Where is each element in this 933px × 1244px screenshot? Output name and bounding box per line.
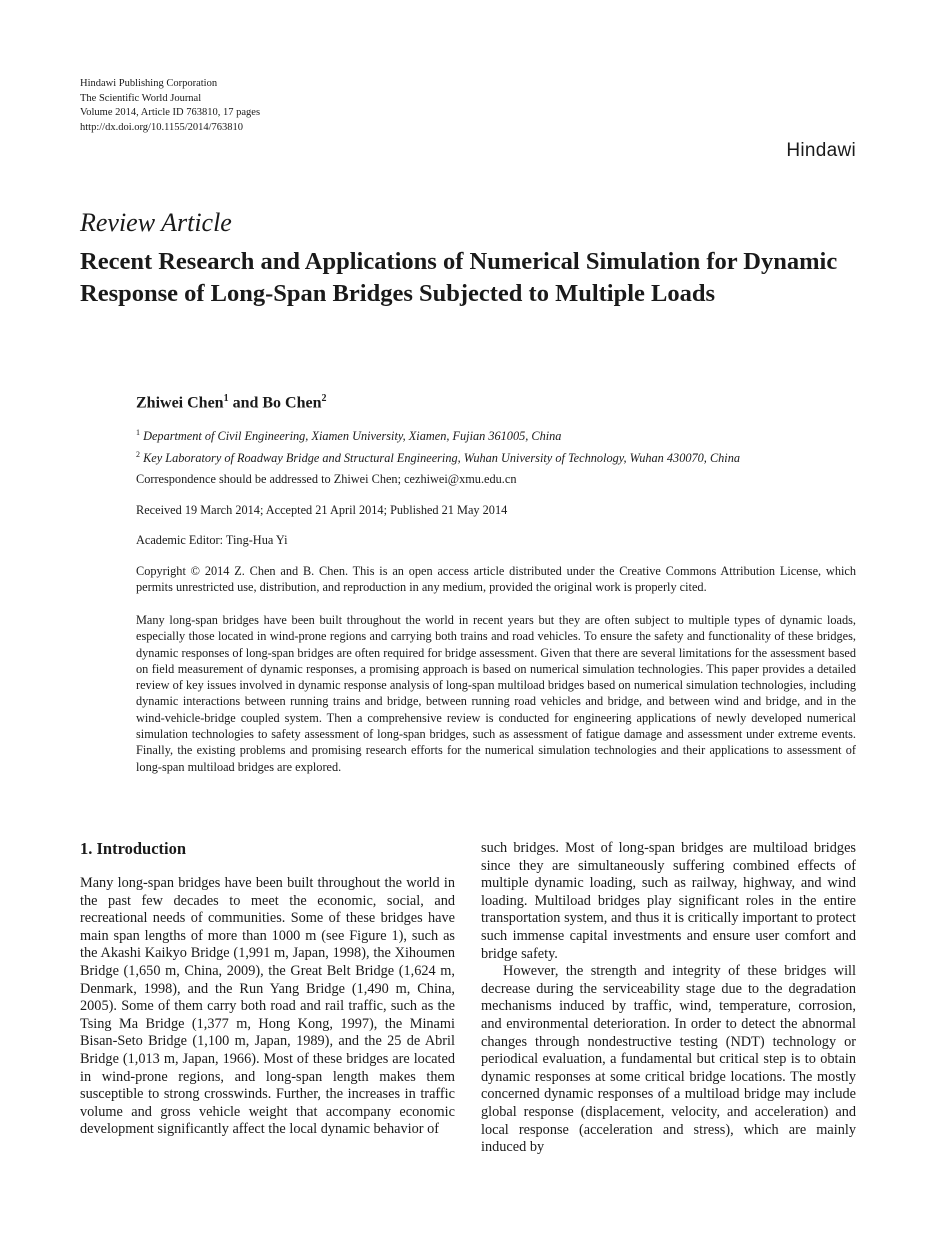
hindawi-logo: Hindawi [786,140,856,161]
doi-link[interactable]: http://dx.doi.org/10.1155/2014/763810 [80,121,244,133]
affiliation-item [136,446,856,468]
correspondence: Correspondence should be addressed to Zhiwei Chen; cezhiwei@xmu.edu.cn [136,472,517,486]
publication-dates: Received 19 March 2014; Accepted 21 April 2014; Published 21 May 2014 [136,503,508,517]
affiliation-text: Department of Civil Engineering, Xiamen University, Xiamen, Fujian 361005, China [143,429,562,444]
section-heading: 1. Introduction [80,839,187,858]
academic-editor: Academic Editor: Ting-Hua Yi [136,533,288,547]
left-column [80,840,455,1139]
affiliation-marker: 2 [136,449,140,459]
article-title: Recent Research and Applications of Numerical Simulation for Dynamic Response of Long-Span Bridges Subjected to Multiple Loads [80,248,838,307]
affiliation-text: Key Laboratory of Roadway Bridge and Structural Engineering, Wuhan University of Technology, Wuhan 430070, China [143,450,741,465]
journal-header [80,77,260,135]
body-paragraph: Many long-span bridges have been built throughout the world in the past few decades to meet the economic, social, and recreational needs of communities. Some of these bridges have main span lengths of more than 1000 m (see Figure 1), such as the Akashi Kaikyo Bridge (1,991 m, Japan, 1998), the Xihoumen Bridge (1,650 m, China, 2009), the Great Belt Bridge (1,624 m, Denmark, 1998), and the Run Yang Bridge (1,490 m, China, 2005). Some of them carry both road and rail traffic, such as the Tsing Ma Bridge (1,377 m, Hong Kong, 1997), the Minami Bisan-Seto Bridge (1,100 m, Japan, 1989), and the 25 de Abril Bridge (1,013 m, Japan, 1966). Most of these bridges are located in wind-prone regions, and long-span length makes them susceptible to strong crosswinds. Further, the increases in traffic volume and gross vehicle weight that accompany economic development significantly affect the local dynamic behavior of [80,875,455,1138]
body-paragraph: such bridges. Most of long-span bridges are multiload bridges since they are simultaneously suffering combined effects of multiple dynamic loading, such as railway, highway, and wind loading. Multiload bridges play significant roles in the entire transportation system, and thus it is critically important to protect such immense capital investments and ensure user comfort and bridge safety. [481,840,856,962]
author-name: Zhiwei Chen [136,394,224,412]
journal-name: The Scientific World Journal [80,92,202,104]
article-type: Review Article [80,208,232,237]
volume-info: Volume 2014, Article ID 763810, 17 pages [80,107,261,118]
author-conjunction: and [228,394,263,412]
affiliation-marker: 2 [321,393,327,404]
affiliation-marker: 1 [136,428,140,437]
body-paragraph: However, the strength and integrity of these bridges will decrease during the serviceability stage due to the degradation mechanisms induced by traffic, wind, temperature, corrosion, and environmental deterioration. In order to detect the abnormal changes through nondestructive testing (NDT) technology or periodical evaluation, a fundamental but critical step is to obtain dynamic responses at some critical bridge locations. The mostly concerned dynamic responses of a multiload bridge may include global response (displacement, velocity, and acceleration) and local response (acceleration and stress), which are mainly induced by [481,963,856,1156]
author-name: Bo Chen [262,394,322,412]
copyright-notice: Copyright © 2014 Z. Chen and B. Chen. This is an open access article distributed under the Creative Commons Attribution License, which permits unrestricted use, distribution, and reproduction in any medium, provided the original work is properly cited. [136,564,856,595]
affiliations [136,424,856,467]
affiliation-marker: 1 [223,393,229,404]
abstract: Many long-span bridges have been built throughout the world in recent years but they are often subject to multiple types of dynamic loads, especially those located in wind-prone regions and carrying both trains and road vehicles. To ensure the safety and functionality of these bridges, dynamic responses of long-span bridges are often required for bridge assessment. Given that there are several limitations for the assessment based on field measurement of dynamic responses, a promising approach is based on numerical simulation technologies. This paper provides a detailed review of key issues involved in dynamic response analysis of long-span multiload bridges based on numerical simulation technologies, including dynamic interactions between running trains and bridge, between running road vehicles and bridge, and between wind and bridge, and in the wind-vehicle-bridge coupled system. Then a comprehensive review is conducted for engineering applications of newly developed numerical simulation technologies to safety assessment of long-span bridges, such as assessment of fatigue damage and assessment under extreme events. Finally, the existing problems and promising research efforts for the numerical simulation technologies and their applications to assessment of long-span multiload bridges are explored. [136,613,856,774]
right-column [481,840,856,1157]
publisher-name: Hindawi Publishing Corporation [80,78,218,89]
affiliation-item [136,424,856,446]
author-list [136,393,856,412]
